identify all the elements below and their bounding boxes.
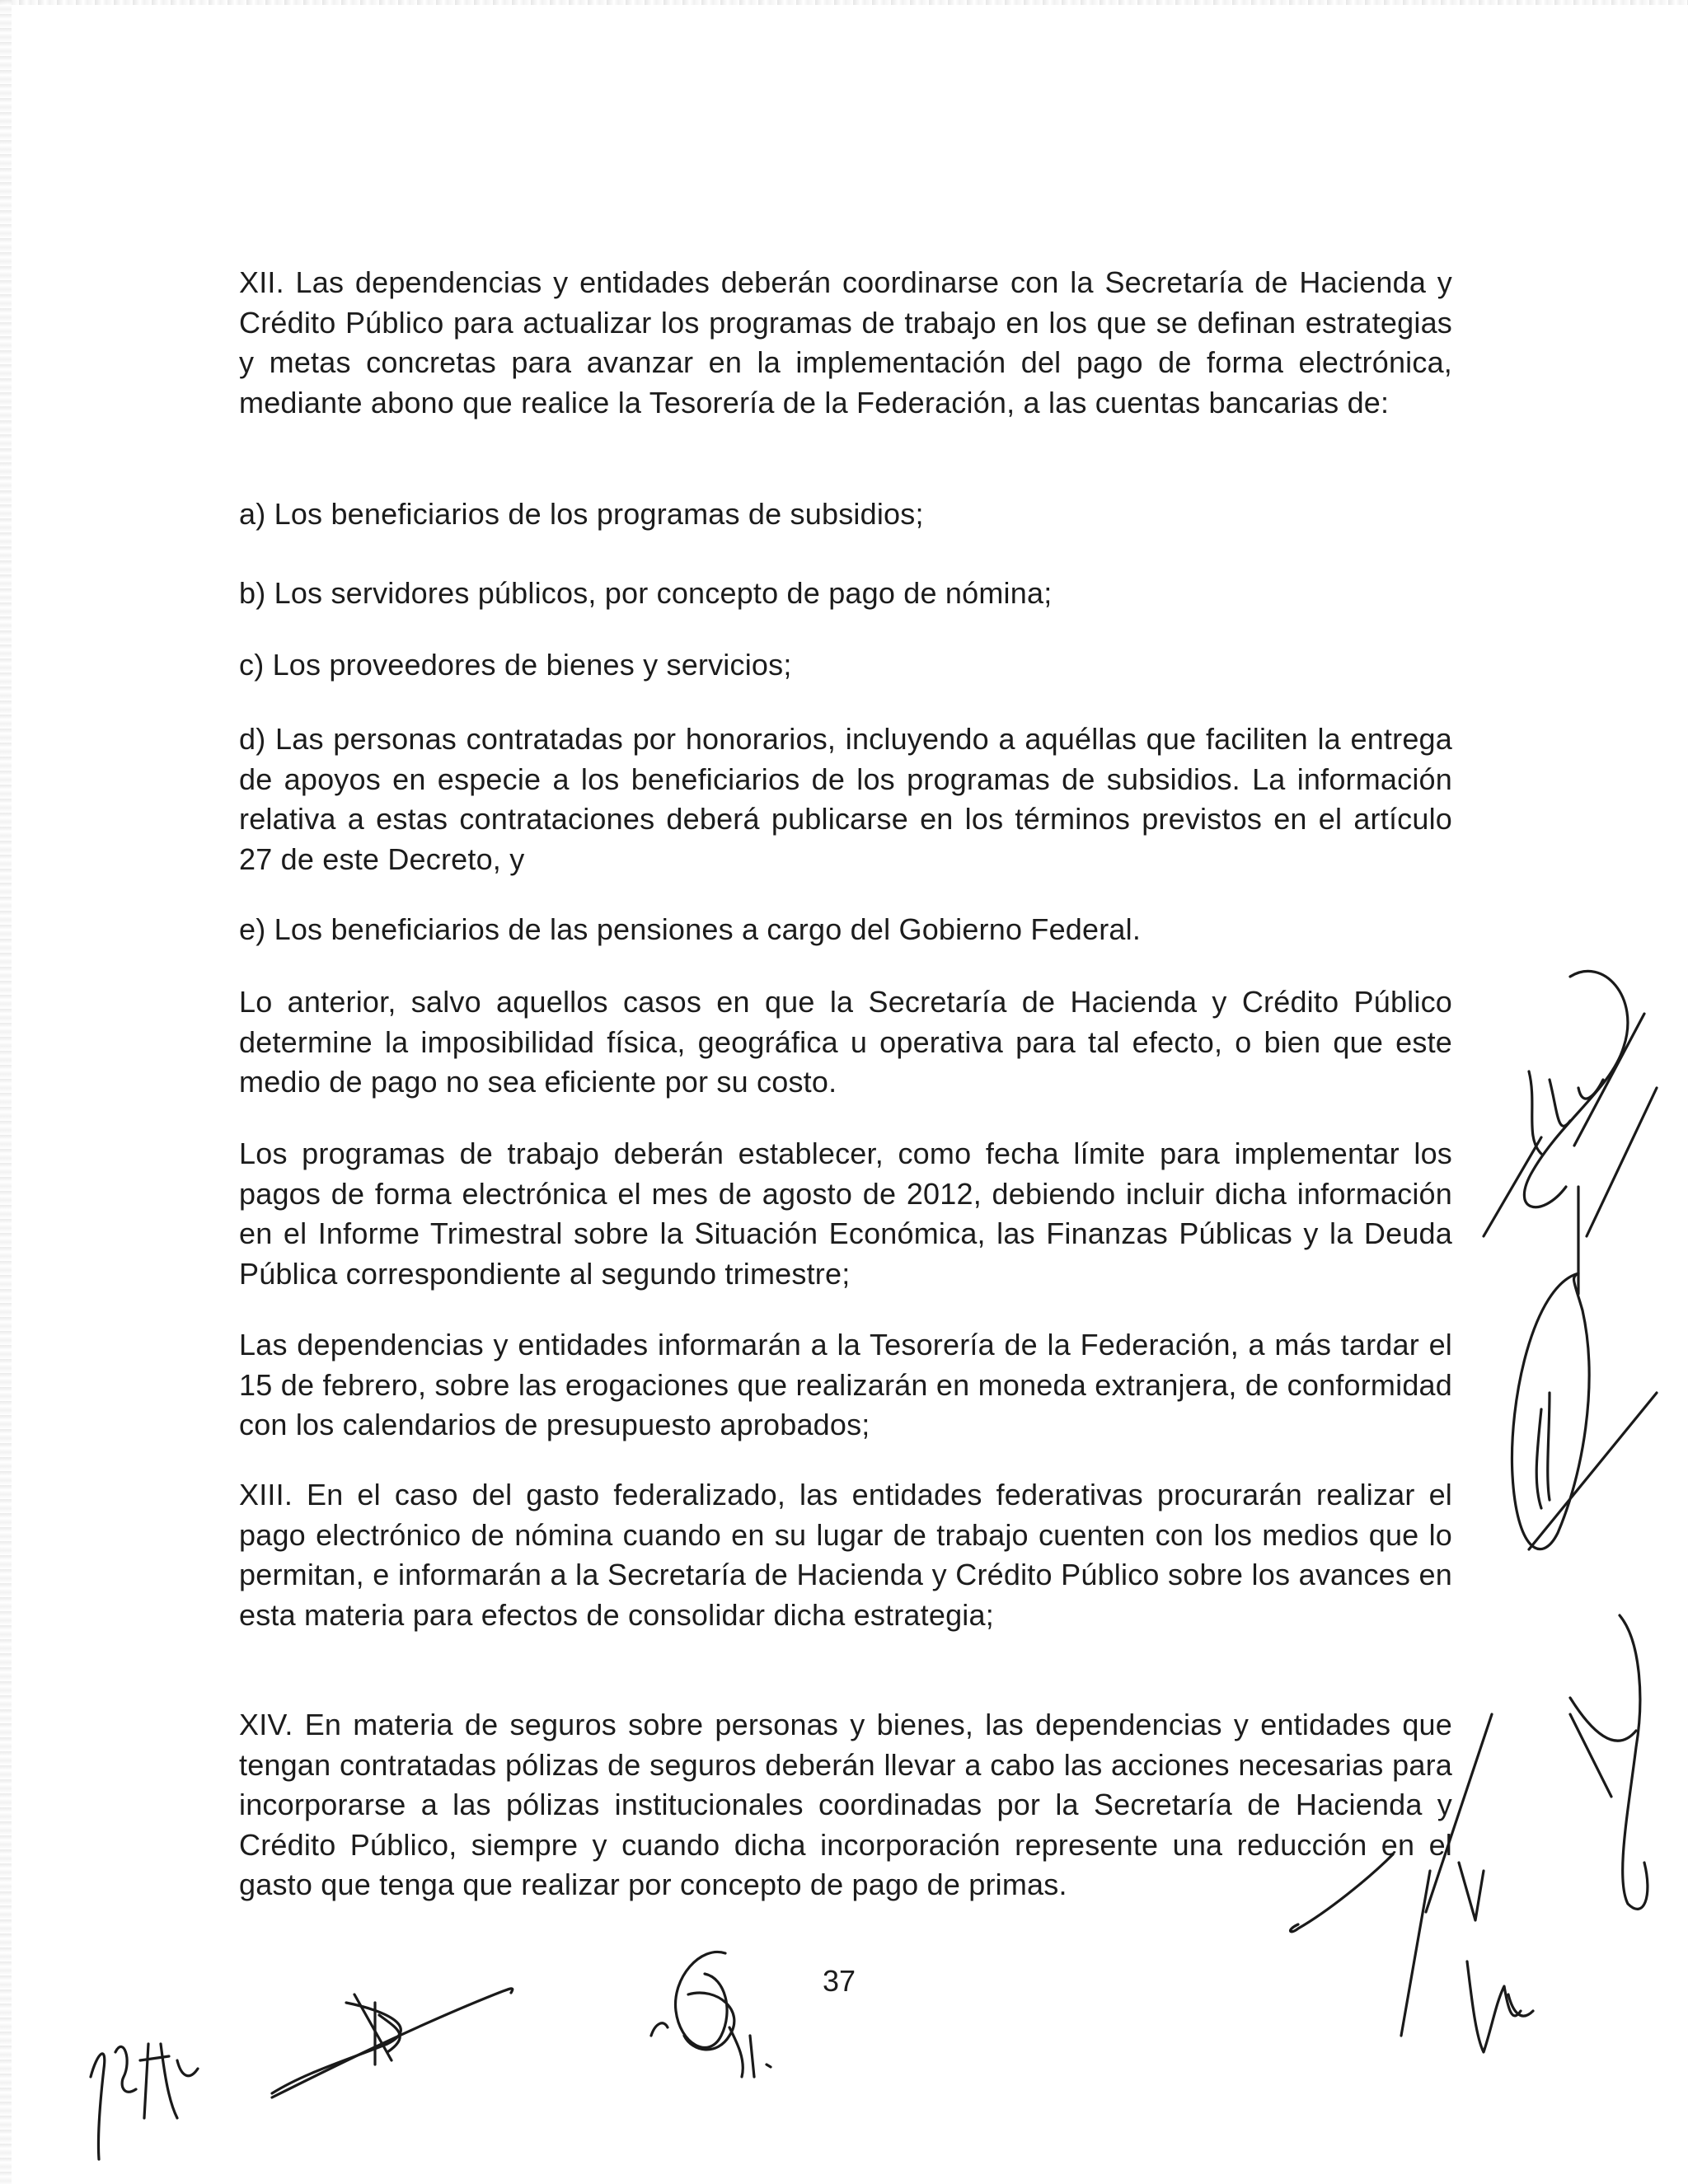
paragraph-dependencias-informaran: Las dependencias y entidades informarán a la Tesorería de la Federación, a más tardar el 15 de febrero, sobre las erogaciones que realizarán en moneda extranjera, de conformidad con los calendarios de presupuesto aprobados; (239, 1328, 1452, 1441)
paragraph-lo-anterior: Lo anterior, salvo aquellos casos en que la Secretaría de Hacienda y Crédito Público determine la imposibilidad física, geográfica u operativa para tal efecto, o bien que este medio de pago no sea eficiente por su costo. (239, 985, 1452, 1099)
list-item-b: b) Los servidores públicos, por concepto de pago de nómina; (239, 576, 1053, 610)
list-item-a: a) Los beneficiarios de los programas de subsidios; (239, 497, 924, 531)
list-item-e: e) Los beneficiarios de las pensiones a cargo del Gobierno Federal. (239, 912, 1142, 946)
bottom-signature-center (651, 1952, 771, 2077)
margin-signature-right-top (1484, 971, 1657, 1549)
bottom-signature-left-initials (91, 2044, 198, 2159)
paragraph-xiii: XIII. En el caso del gasto federalizado, las entidades federativas procurarán realizar el pago electrónico de nómina cuando en su lugar de trabajo cuenten con los medios que lo permitan, e informarán a la Secretaría de Hacienda y Crédito Público sobre los avances en esta materia para efectos de consolidar dicha estrategia; (239, 1478, 1452, 1632)
paragraph-xiv: XIV. En materia de seguros sobre personas y bienes, las dependencias y entidades que tengan contratadas pólizas de seguros deberán llevar a cabo las acciones necesarias para incorporarse a las pólizas institucionales coordinadas por la Secretaría de Hacienda y Crédito Público, siempre y cuando dicha incorporación represente una reducción en el gasto que tenga que realizar por concepto de pago de primas. (239, 1708, 1452, 1901)
paragraph-programas-de-trabajo: Los programas de trabajo deberán establecer, como fecha límite para implementar los pagos de forma electrónica el mes de agosto de 2012, debiendo incluir dicha información en el Informe Trimestral sobre la Situación Económica, las Finanzas Públicas y la Deuda Pública correspondiente al segundo trimestre; (239, 1137, 1452, 1291)
scan-artifact-top (0, 0, 1688, 5)
list-item-c: c) Los proveedores de bienes y servicios; (239, 648, 792, 682)
scan-artifact-left-edge (0, 0, 12, 2184)
bottom-signature-slash (272, 1989, 513, 2097)
page-number: 37 (823, 1964, 856, 1998)
paragraph-xii: XII. Las dependencias y entidades deberán coordinarse con la Secretaría de Hacienda y Crédito Público para actualizar los programas de trabajo en los que se definan estrategias y metas concretas para avanzar en la implementación del pago de forma electrónica, mediante abono que realice la Tesorería de la Federación, a las cuentas bancarias de: (239, 265, 1452, 419)
list-item-d: d) Las personas contratadas por honorarios, incluyendo a aquéllas que faciliten la entrega de apoyos en especie a los beneficiarios de los programas de subsidios. La información relativa a estas contrataciones deberá publicarse en los términos previstos en el artículo 27 de este Decreto, y (239, 722, 1452, 876)
